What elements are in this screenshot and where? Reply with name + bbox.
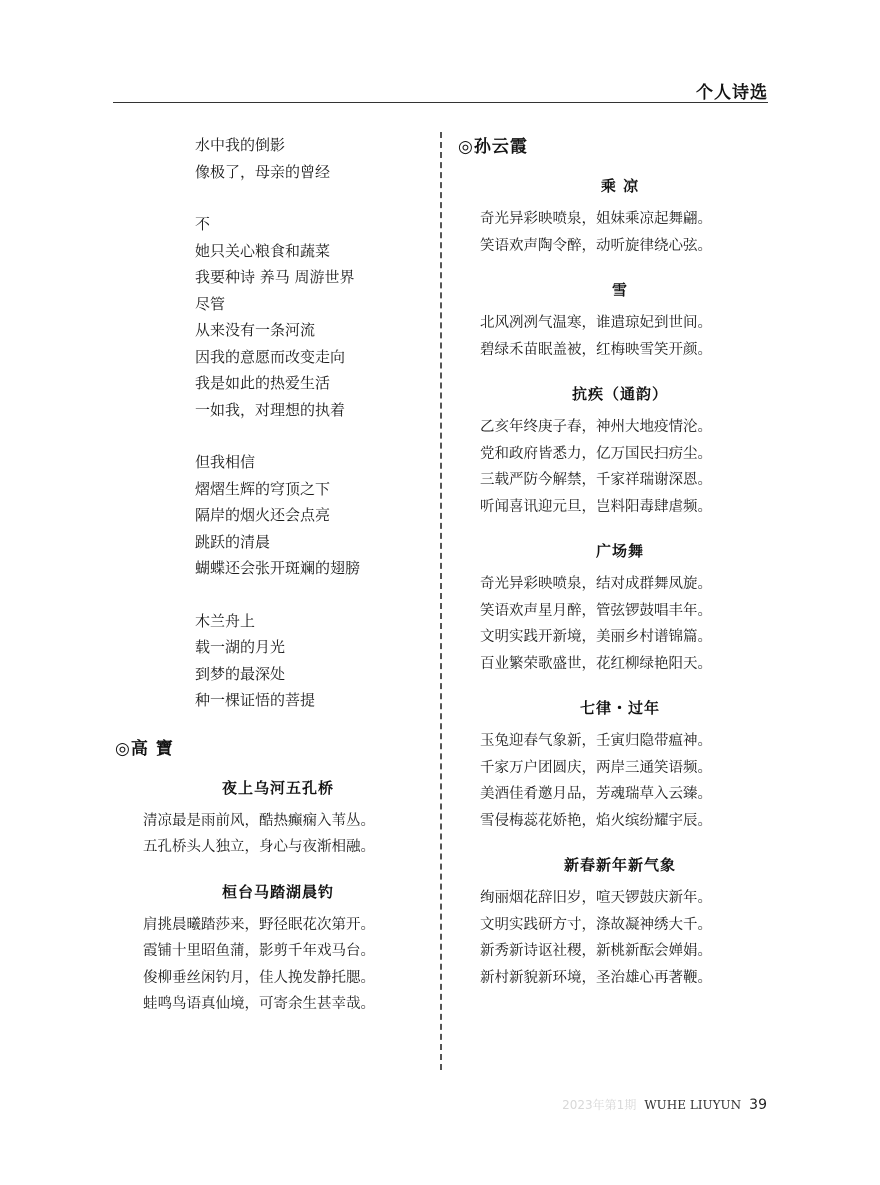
poem-line: 从来没有一条河流 — [195, 321, 316, 339]
poem-line: 清凉最是雨前风，酷热癫痫入苇丛。 — [143, 812, 375, 829]
poem-line: 三载严防今解禁，千家祥瑞谢深恩。 — [480, 472, 712, 488]
page-header — [113, 78, 768, 103]
poem-line: 俊柳垂丝闲钓月，佳人挽发静托腮。 — [143, 969, 375, 986]
poem — [480, 279, 760, 363]
poem-title: 七律・过年 — [579, 699, 660, 717]
poem — [480, 540, 760, 677]
poem-line: 百业繁荣歌盛世，花红柳绿艳阳天。 — [480, 655, 712, 672]
poem-line: 我是如此的热爱生活 — [195, 374, 331, 392]
poem-title: 夜上乌河五孔桥 — [221, 778, 334, 797]
poem-line: 不 — [195, 215, 211, 233]
poem-line: 奇光异彩映喷泉，姐妹乘凉起舞翩。 — [480, 211, 712, 227]
poem-title: 雪 — [611, 281, 628, 299]
poem-line: 熠熠生辉的穹顶之下 — [195, 479, 331, 498]
right-column — [460, 132, 780, 1011]
poem-line: 像极了，母亲的曾经 — [195, 162, 331, 181]
poem-line: 新村新貌新环境，圣治雄心再著鞭。 — [480, 969, 712, 986]
poem-line: 种一棵证悟的菩提 — [195, 691, 316, 709]
poem-line: 到梦的最深处 — [195, 664, 286, 683]
stanza — [195, 449, 425, 582]
poem — [480, 175, 760, 259]
poem-line: 笑语欢声陶令醉，动听旋律绕心弦。 — [480, 237, 712, 254]
poem-line: 文明实践研方寸，涤故凝神绣大千。 — [480, 916, 712, 933]
poem — [480, 697, 760, 834]
poem-title: 乘 凉 — [600, 177, 640, 195]
poem-line: 五孔桥头人独立，身心与夜渐相融。 — [143, 839, 375, 855]
poem — [480, 854, 760, 991]
page-footer — [562, 1096, 767, 1116]
poem-title: 桓台马踏湖晨钓 — [221, 882, 334, 901]
author-name: ◎孙云霞 — [458, 137, 528, 157]
poem-line: 碧绿禾苗眠盖被，红梅映雪笑开颜。 — [480, 341, 712, 358]
poem — [480, 383, 760, 520]
poem-line: 木兰舟上 — [195, 611, 256, 630]
poem-line: 隔岸的烟火还会点亮 — [195, 506, 331, 524]
poem-line: 蛙鸣鸟语真仙境，可寄余生甚幸哉。 — [143, 996, 375, 1012]
page-number: 39 — [749, 1097, 767, 1113]
poem-line: 跳跃的清晨 — [195, 532, 271, 551]
poem — [143, 881, 413, 1018]
poem-line: 玉兔迎春气象新，壬寅归隐带瘟神。 — [480, 733, 712, 749]
poem-line: 奇光异彩映喷泉，结对成群舞凤旋。 — [480, 576, 712, 592]
poem-line: 载一湖的月光 — [195, 638, 286, 656]
stanza — [195, 132, 425, 185]
poem-line: 千家万户团圆庆，两岸三通笑语频。 — [480, 759, 712, 776]
column-divider — [440, 132, 442, 1070]
poem-line: 蝴蝶还会张开斑斓的翅膀 — [195, 559, 361, 577]
poem-line: 尽管 — [195, 294, 226, 313]
continued-poem — [135, 132, 425, 714]
poem-line: 美酒佳肴邀月品，芳魂瑞草入云臻。 — [480, 786, 712, 802]
author-name: ◎高 寶 — [115, 738, 174, 759]
poem-line: 党和政府皆悉力，亿万国民扫疠尘。 — [480, 445, 712, 462]
poem — [143, 777, 413, 861]
poem-line: 乙亥年终庚子春，神州大地疫情沦。 — [480, 419, 712, 435]
journal-name: WUHE LIUYUN — [644, 1098, 742, 1112]
poem-line: 绚丽烟花辞旧岁，喧天锣鼓庆新年。 — [480, 890, 712, 906]
poem-line: 她只关心粮食和蔬菜 — [195, 241, 331, 260]
poem-line: 水中我的倒影 — [195, 136, 286, 154]
stanza — [195, 211, 425, 423]
issue-label: 2023年第1期 — [562, 1098, 637, 1112]
poem-title: 新春新年新气象 — [563, 856, 676, 874]
poem-line: 文明实践开新境，美丽乡村谱锦篇。 — [480, 629, 712, 645]
section-title: 个人诗选 — [696, 83, 768, 103]
stanza — [195, 608, 425, 714]
poem-line: 肩挑晨曦踏莎来，野径眠花次第开。 — [143, 916, 375, 933]
poem-line: 我要种诗 养马 周游世界 — [195, 268, 355, 286]
poem-line: 霞铺十里昭鱼蒲，影剪千年戏马台。 — [143, 943, 375, 959]
poem-line: 一如我，对理想的执着 — [195, 400, 346, 419]
poem-line: 但我相信 — [195, 453, 256, 471]
poem-line: 听闻喜讯迎元旦，岂料阳毒肆虐频。 — [480, 498, 712, 515]
poem-line: 北风冽冽气温寒，谁遣琼妃到世间。 — [480, 315, 712, 331]
poem-line: 因我的意愿而改变走向 — [195, 347, 346, 366]
poem-title: 抗疾（通韵） — [571, 385, 668, 403]
poem-line: 雪侵梅蕊花娇艳，焰火缤纷耀宇辰。 — [480, 812, 712, 829]
poem-line: 笑语欢声星月醉，管弦锣鼓唱丰年。 — [480, 602, 712, 619]
poem-title: 广场舞 — [595, 542, 644, 560]
left-column — [115, 132, 425, 1038]
poem-line: 新秀新诗讴社稷，新桃新酝会婵娟。 — [480, 943, 712, 959]
